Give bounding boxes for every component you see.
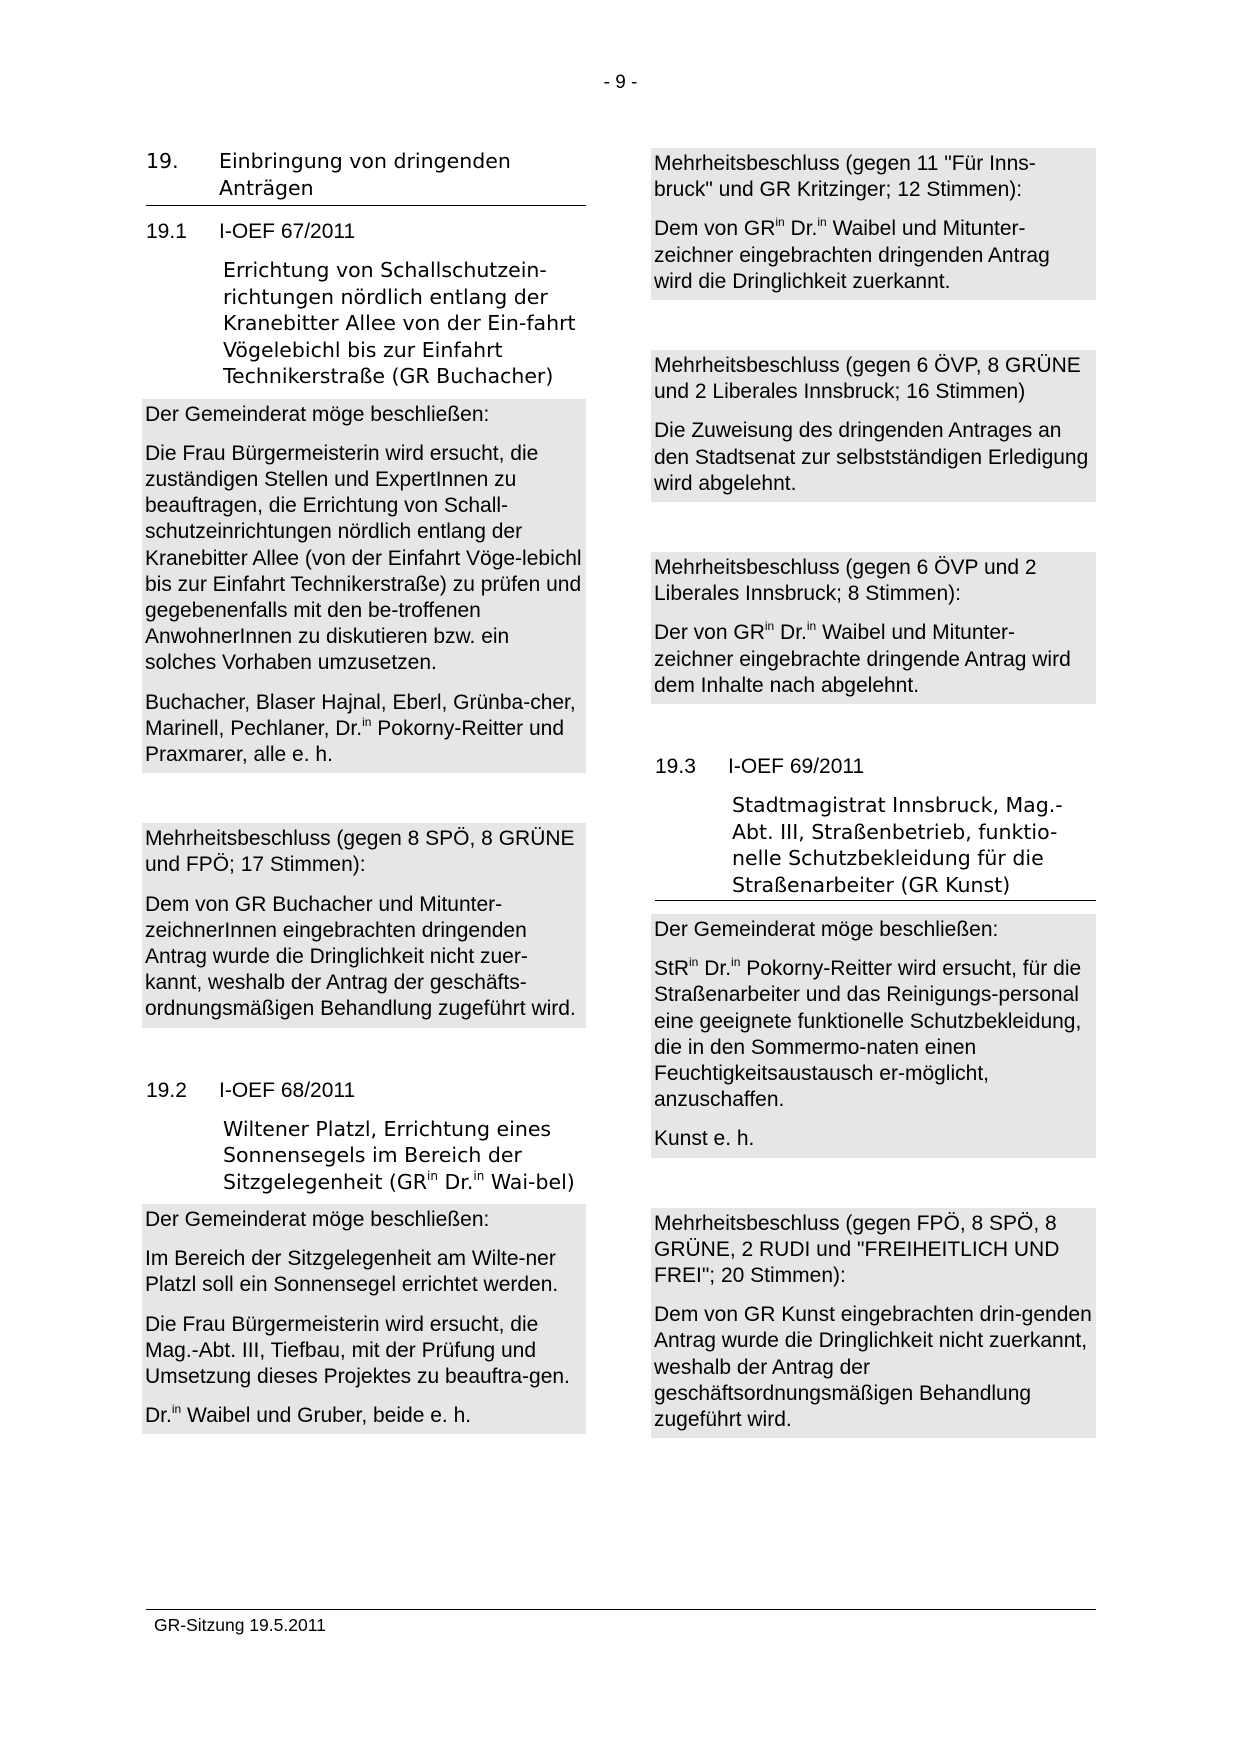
decision-head: Mehrheitsbeschluss (gegen 6 ÖVP, 8 GRÜNE und 2 Liberales Innsbruck; 16 Stimmen) bbox=[654, 354, 1081, 404]
motion-intro: Der Gemeinderat möge beschließen: bbox=[654, 918, 999, 942]
motion-body: StR$^{in}$ Dr.$^{in}$ Pokorny-Reitter wird ersucht, für die Straßenarbeiter und das Reinigungs-personal eine geeignete funktionelle Schutzbekleidung, die in den Sommermo-naten einen Feuchtigkeitsaustausch er-möglicht, anzuschaffen. bbox=[654, 955, 1082, 1112]
item-code: I-OEF 68/2011 bbox=[219, 1078, 356, 1102]
motion-intro: Der Gemeinderat möge beschließen: bbox=[145, 402, 490, 426]
motion-body: Die Frau Bürgermeisterin wird ersucht, die Mag.-Abt. III, Tiefbau, mit der Prüfung und Umsetzung dieses Projektes zu beauftra-gen. bbox=[145, 1312, 570, 1389]
decision-body: Dem von GR Kunst eingebrachten drin-genden Antrag wurde die Dringlichkeit nicht zuerkannt, weshalb der Antrag der geschäftsordnungsmäßigen Behandlung zugeführt wird. bbox=[654, 1303, 1092, 1432]
page-number: - 9 - bbox=[603, 72, 638, 93]
decision-body: Dem von $GR^{in}$ Dr.$^{in}$ Waibel und Mitunter-zeichner eingebrachten dringenden Antrag wird die Dringlichkeit zuerkannt. bbox=[654, 215, 1050, 293]
decision-body: Die Zuweisung des dringenden Antrages an den Stadtsenat zur selbstständigen Erledigung wird abgelehnt. bbox=[654, 419, 1089, 495]
item-19-3-title: Stadtmagistrat Innsbruck, Mag.-Abt. III, Straßenbetrieb, funktio-nelle Schutzbekleidung für die Straßenarbeiter (GR Kunst) bbox=[655, 792, 1096, 901]
item-19-3-header bbox=[655, 754, 1096, 780]
item-number: 19.3 bbox=[655, 755, 696, 779]
item-19-3-decision bbox=[651, 1208, 1096, 1439]
decision-body: Der von $GR^{in}$ Dr.$^{in}$ Waibel und Mitunter-zeichner eingebrachte dringende Antrag wird dem Inhalte nach abgelehnt. bbox=[654, 619, 1071, 697]
item-code: I-OEF 69/2011 bbox=[728, 755, 865, 779]
motion-signers: Kunst e. h. bbox=[654, 1127, 755, 1151]
item-19-2-header bbox=[146, 1078, 586, 1104]
item-19-3-motion bbox=[651, 914, 1096, 1158]
right-column bbox=[655, 148, 1096, 1438]
left-column bbox=[146, 148, 586, 1434]
item-19-1-header bbox=[146, 219, 586, 245]
decision-2 bbox=[651, 350, 1096, 502]
decision-head: Mehrheitsbeschluss (gegen 11 "Für Inns-bruck" und GR Kritzinger; 12 Stimmen): bbox=[654, 152, 1036, 202]
item-19-1-decision bbox=[142, 823, 586, 1027]
footer-rule bbox=[146, 1609, 1096, 1610]
decision-head: Mehrheitsbeschluss (gegen 6 ÖVP und 2 Liberales Innsbruck; 8 Stimmen): bbox=[654, 556, 1037, 606]
section-number: 19. bbox=[146, 149, 179, 173]
item-19-1-title: Errichtung von Schallschutzein-richtungen nördlich entlang der Kranebitter Allee von der Ein-fahrt Vögelebichl bis zur Einfahrt Technikerstraße (GR Buchacher) bbox=[223, 258, 576, 388]
item-19-1-motion bbox=[142, 399, 586, 774]
decision-body: Dem von GR Buchacher und Mitunter-zeichnerInnen eingebrachten dringenden Antrag wurde die Dringlichkeit nicht zuer-kannt, weshalb der Antrag der geschäfts-ordnungsmäßigen Behandlung zugeführt wird. bbox=[145, 892, 576, 1021]
section-title: Einbringung von dringenden Anträgen bbox=[219, 149, 511, 200]
footer-text: GR-Sitzung 19.5.2011 bbox=[154, 1615, 326, 1635]
motion-intro: Der Gemeinderat möge beschließen: bbox=[145, 1208, 490, 1232]
section-heading bbox=[146, 148, 586, 206]
item-number: 19.1 bbox=[146, 220, 187, 243]
motion-signers: Dr.$^{in}$ Waibel und Gruber, beide e. h. bbox=[145, 1402, 472, 1428]
decision-1 bbox=[651, 148, 1096, 300]
motion-body: Im Bereich der Sitzgelegenheit am Wilte-ner Platzl soll ein Sonnensegel errichtet werden. bbox=[145, 1247, 559, 1297]
item-number: 19.2 bbox=[146, 1078, 187, 1102]
motion-body: Die Frau Bürgermeisterin wird ersucht, die zuständigen Stellen und ExpertInnen zu beauftragen, die Errichtung von Schall-schutzeinrichtungen nördlich entlang der Kranebitter Allee (von der Einfahrt Vöge-lebichl bis zur Einfahrt Technikerstraße) zu prüfen und gegebenenfalls mit den be-troffenen AnwohnerInnen zu diskutieren bzw. ein solches Vorhaben umzusetzen. bbox=[145, 441, 582, 675]
motion-signers: Buchacher, Blaser Hajnal, Eberl, Grünba-cher, Marinell, Pechlaner, Dr.$^{in}$ Pokorny-Reitter und Praxmarer, alle e. h. bbox=[145, 690, 576, 766]
decision-head: Mehrheitsbeschluss (gegen FPÖ, 8 SPÖ, 8 GRÜNE, 2 RUDI und "FREIHEITLICH UND FREI"; 20 Stimmen): bbox=[654, 1211, 1060, 1288]
item-19-2-title: Wiltener Platzl, Errichtung eines Sonnensegels im Bereich der Sitzgelegenheit ($GR^{in}$ Dr.$^{in}$ Wai-bel) bbox=[223, 1116, 575, 1194]
item-19-2-motion bbox=[142, 1204, 586, 1434]
decision-3 bbox=[651, 552, 1096, 704]
item-code: I-OEF 67/2011 bbox=[219, 220, 356, 243]
decision-head: Mehrheitsbeschluss (gegen 8 SPÖ, 8 GRÜNE und FPÖ; 17 Stimmen): bbox=[145, 827, 575, 877]
